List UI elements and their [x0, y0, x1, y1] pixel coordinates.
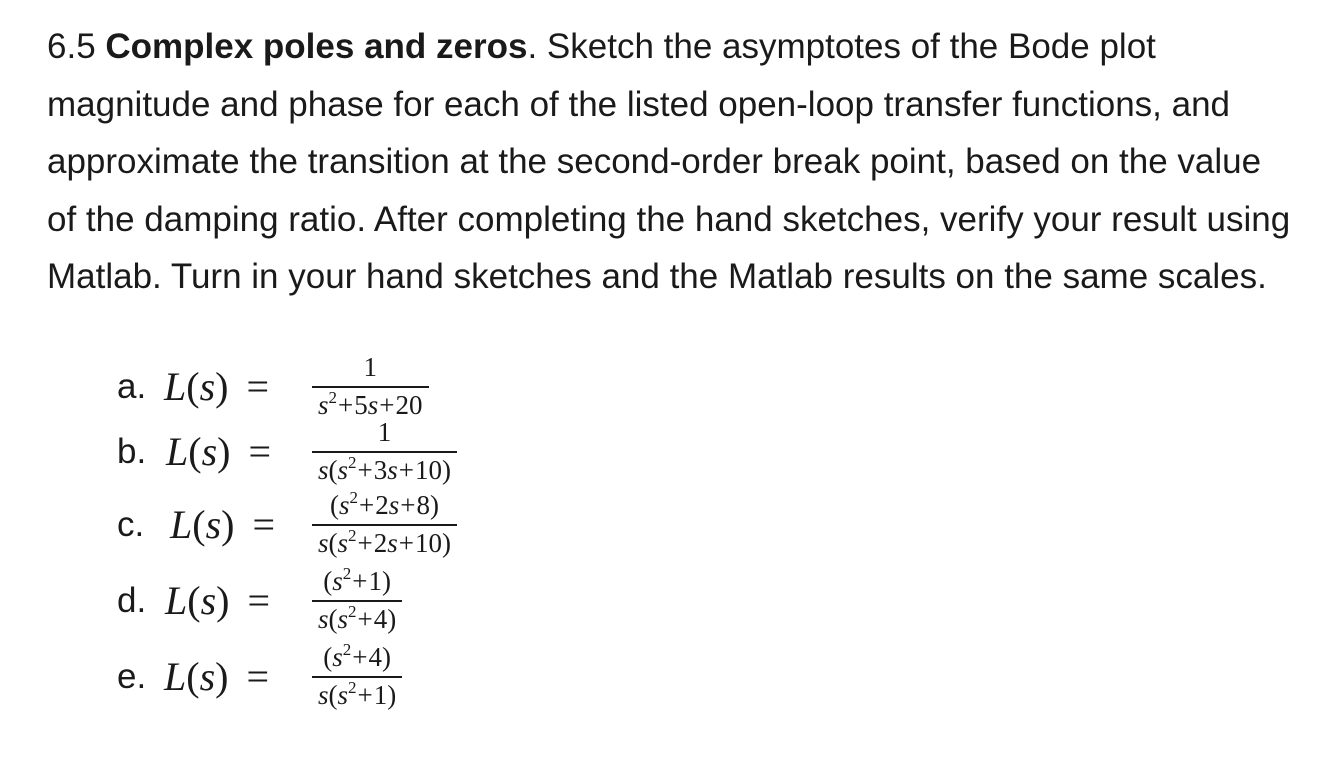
transfer-function-fraction — [312, 642, 402, 711]
denominator: $s(s^2+2s+10)$ — [318, 525, 452, 558]
problem-statement — [47, 18, 1297, 306]
problem-body: Sketch the asymptotes of the Bode plot magnitude and phase for each of the listed open-loop transfer functions, and approximate the transition at the second-order break point, based on the value of the damping ratio. After completing the hand sketches, verify your result using Matlab. Turn in your hand sketches and the Matlab results on the same scales. — [47, 27, 1291, 296]
equation-c — [117, 490, 597, 560]
equation-lhs: L(s) = — [170, 502, 276, 547]
numerator: $(s^2+1)$ — [323, 564, 391, 596]
equation-label: a. — [117, 367, 147, 406]
equation-label: c. — [117, 505, 145, 544]
equation-lhs: L(s) = — [165, 578, 271, 623]
numerator: 1 — [363, 352, 377, 382]
fraction-bar — [312, 524, 457, 526]
numerator: $(s^2+4)$ — [323, 640, 391, 672]
problem-title: Complex poles and zeros — [105, 27, 528, 66]
problem-number: 6.5 — [47, 27, 96, 66]
denominator: $s(s^2+3s+10)$ — [318, 452, 452, 485]
equation-label: e. — [117, 657, 147, 696]
transfer-function-fraction — [312, 352, 429, 421]
equation-label: b. — [117, 432, 147, 471]
denominator: $s(s^2+4)$ — [318, 601, 397, 634]
transfer-function-fraction — [312, 417, 457, 486]
numerator: $(s^2+2s+8)$ — [330, 488, 439, 520]
problem-title-suffix: . — [527, 27, 538, 66]
transfer-function-fraction — [312, 490, 457, 559]
numerator: 1 — [377, 417, 392, 447]
equation-e — [117, 642, 597, 712]
fraction-bar — [312, 600, 402, 602]
equation-a — [117, 352, 597, 422]
fraction-bar — [312, 676, 402, 678]
transfer-function-fraction — [312, 566, 402, 635]
denominator: $s^2+5s+20$ — [318, 387, 423, 420]
equation-d — [117, 566, 597, 636]
denominator: $s(s^2+1)$ — [318, 677, 397, 710]
equation-lhs: L(s) = — [164, 364, 270, 409]
fraction-bar — [312, 451, 457, 453]
equation-lhs: L(s) = — [166, 429, 272, 474]
equation-label: d. — [117, 581, 147, 620]
equation-b — [117, 417, 597, 487]
equation-lhs: L(s) = — [164, 654, 270, 699]
